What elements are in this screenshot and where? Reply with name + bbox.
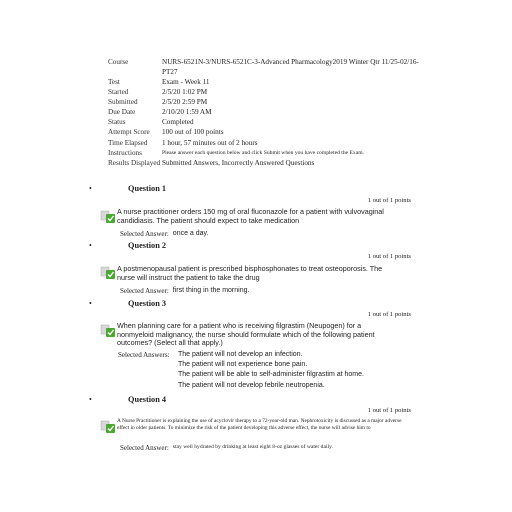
summary-value: 100 out of 100 points — [162, 128, 224, 137]
selected-answer-label: Selected Answers: — [118, 351, 170, 359]
selected-answer-value: The patient will not develop an infection. — [178, 351, 303, 358]
summary-value: 1 hour, 57 minutes out of 2 hours — [162, 138, 258, 147]
summary-value: 2/5/20 2:59 PM — [162, 98, 208, 107]
summary-row-results-displayed — [108, 158, 422, 168]
correct-answer-icon — [100, 419, 116, 433]
selected-answer — [120, 230, 208, 238]
summary-value: 2/5/20 1:02 PM — [162, 88, 208, 97]
summary-row-attempt-score — [108, 127, 422, 137]
selected-answer — [120, 444, 333, 452]
summary-row-time-elapsed — [108, 138, 422, 148]
question-text: A postmenopausal patient is prescribed bisphosphonates to treat osteoporosis. The nurse will instruct the patient to take the drug — [117, 264, 383, 282]
list-bullet: • — [89, 395, 92, 404]
list-bullet: • — [89, 184, 92, 193]
question-points: 1 out of 1 points — [367, 197, 411, 204]
summary-label: Status — [108, 118, 126, 127]
correct-answer-icon — [100, 209, 116, 223]
summary-label: Test — [108, 78, 120, 86]
selected-answers — [118, 351, 174, 359]
selected-answer-value: The patient will be able to self-administer filgrastim at home. — [178, 371, 364, 379]
summary-value: NURS-6521N-3/NURS-6521C-3-Advanced Pharmacology2019 Winter Qtr 11/25-02/16-PT27 — [162, 58, 419, 77]
selected-answer-value: stay well hydrated by drinking at least eight 8-oz glasses of water daily. — [172, 444, 333, 450]
summary-value: Submitted Answers, Incorrectly Answered Questions — [162, 158, 315, 167]
question-points: 1 out of 1 points — [367, 407, 411, 414]
correct-answer-icon — [100, 265, 116, 279]
summary-label: Time Elapsed — [108, 138, 148, 147]
summary-row-started — [108, 87, 422, 97]
attempt-summary — [108, 57, 422, 168]
selected-answer-label: Selected Answer: — [120, 287, 169, 295]
summary-value: Completed — [162, 118, 194, 127]
selected-answer-value: The patient will not develop febrile neutropenia. — [178, 381, 325, 389]
selected-answer — [120, 287, 249, 295]
list-bullet: • — [89, 299, 92, 308]
question-title: Question 3 — [128, 299, 167, 308]
selected-answers-list — [178, 350, 364, 391]
summary-label: Submitted — [108, 98, 138, 107]
list-bullet: • — [89, 241, 92, 250]
summary-row-submitted — [108, 97, 422, 107]
summary-label: Attempt Score — [108, 128, 150, 137]
summary-label: Results Displayed — [108, 158, 161, 167]
question-text: When planning care for a patient who is receiving filgrastim (Neupogen) for a nonmyeloid malignancy, the nurse should formulate which of the following patient outcomes? (Select all that apply.) — [117, 321, 375, 348]
question-title: Question 4 — [128, 395, 167, 404]
summary-label: Due Date — [108, 108, 136, 117]
summary-value: 2/10/20 1:59 AM — [162, 108, 212, 117]
selected-answer-value: first thing in the morning. — [172, 287, 250, 294]
selected-answer-label: Selected Answer: — [120, 444, 169, 452]
summary-row-instructions — [108, 148, 422, 158]
question-points: 1 out of 1 points — [367, 311, 411, 318]
question-title: Question 2 — [128, 241, 167, 250]
summary-row-course — [108, 57, 422, 77]
question-points: 1 out of 1 points — [367, 253, 411, 260]
summary-row-status — [108, 117, 422, 127]
summary-value: Please answer each question below and click Submit when you have completed the Exam. — [162, 149, 364, 156]
summary-row-due-date — [108, 107, 422, 117]
summary-row-test — [108, 77, 422, 87]
question-text: A Nurse Practitioner is explaining the use of acyclovir therapy to a 72-year-old man. Nephrotoxicity is discussed as a major adverse effect in older patients. To minimize the risk of the patient developing this adverse effect, the nurse will advise him to — [117, 418, 402, 431]
summary-label: Started — [108, 88, 129, 97]
selected-answer-value: once a day. — [172, 230, 209, 237]
correct-answer-icon — [100, 323, 116, 337]
summary-label: Course — [108, 58, 129, 66]
question-text: A nurse practitioner orders 150 mg of oral fluconazole for a patient with vulvovaginal candidiasis. The patient should expect to take medication — [117, 207, 384, 225]
summary-label: Instructions — [108, 148, 142, 157]
selected-answer-label: Selected Answer: — [120, 230, 169, 238]
selected-answer-value: The patient will not experience bone pain. — [178, 361, 308, 369]
summary-value: Exam - Week 11 — [162, 78, 210, 86]
question-title: Question 1 — [128, 184, 167, 193]
